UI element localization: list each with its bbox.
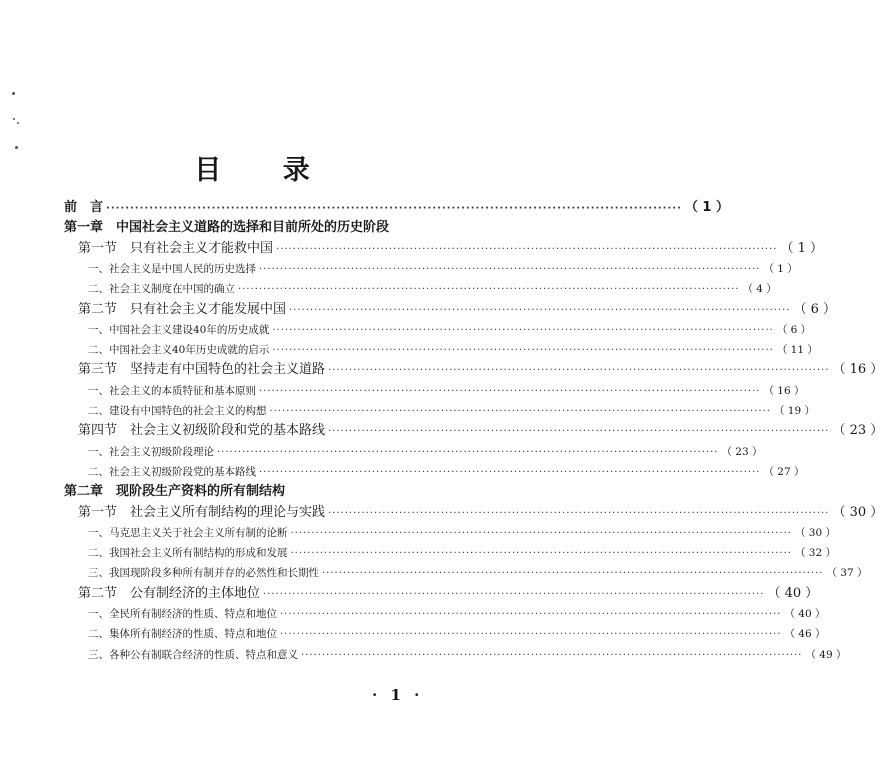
- toc-section: [78, 360, 883, 380]
- toc-label: 二、社会主义制度在中国的确立: [88, 283, 235, 296]
- toc-label: 一、中国社会主义建设40年的历史成就: [88, 323, 270, 336]
- toc-label: 三、我国现阶段多种所有制并存的必然性和长期性: [88, 567, 319, 580]
- toc-page-number: （ 46 ）: [784, 628, 826, 641]
- toc-subsection: [88, 320, 812, 340]
- toc-chapter: [64, 198, 729, 218]
- toc-label: 第二章 现阶段生产资料的所有制结构: [64, 484, 286, 500]
- toc-page-number: （ 6 ）: [793, 301, 837, 317]
- toc-label: 前 言: [64, 200, 104, 215]
- toc-page-number: （ 1 ）: [780, 240, 824, 256]
- toc-page-number: （ 49 ）: [805, 648, 847, 661]
- toc-page-number: （ 16 ）: [832, 362, 883, 378]
- toc-page-number: （ 30 ）: [832, 504, 883, 520]
- toc-subsection: [88, 645, 847, 665]
- toc-section: [78, 300, 837, 320]
- toc-section: [78, 421, 883, 441]
- toc-section: [78, 239, 824, 259]
- toc-subsection: [88, 563, 868, 583]
- toc-subsection: [88, 604, 826, 624]
- dot-leader: ························································································································: [280, 609, 782, 620]
- toc-chapter: [64, 218, 432, 238]
- dot-leader: ························································································································: [259, 263, 761, 275]
- page-number: · 1 ·: [372, 686, 424, 704]
- toc-page-number: （ 23 ）: [832, 423, 883, 439]
- dot-leader: ························································································································: [328, 426, 830, 438]
- toc-label: 二、我国社会主义所有制结构的形成和发展: [88, 547, 288, 560]
- dot-leader: ························································································································: [217, 446, 719, 458]
- toc-label: 第四节 社会主义初级阶段和党的基本路线: [78, 423, 326, 439]
- toc-label: 一、全民所有制经济的性质、特点和地位: [88, 608, 277, 620]
- toc-label: 二、集体所有制经济的性质、特点和地位: [88, 628, 277, 641]
- dot-leader: ························································································································: [272, 324, 774, 336]
- scan-speck: [17, 122, 19, 124]
- dot-leader: ························································································································: [263, 588, 765, 600]
- toc-page-number: （ 1 ）: [684, 200, 729, 215]
- scan-speck: [13, 118, 15, 120]
- dot-leader: ························································································································: [238, 284, 740, 296]
- dot-leader: ························································································································: [272, 345, 774, 357]
- toc-subsection: [88, 279, 777, 299]
- toc-label: 二、社会主义初级阶段党的基本路线: [88, 465, 256, 478]
- toc-label: 一、社会主义的本质特征和基本原则: [88, 384, 256, 397]
- toc-label: 第二节 公有制经济的主体地位: [78, 585, 261, 601]
- toc-label: 一、社会主义初级阶段理论: [88, 445, 214, 458]
- dot-leader: ························································································································: [259, 385, 761, 397]
- toc-label: 二、建设有中国特色的社会主义的构想: [88, 405, 267, 417]
- toc-subsection: [88, 259, 798, 279]
- dot-leader: ························································································································: [328, 365, 830, 377]
- toc-subsection: [88, 523, 836, 543]
- toc-page-number: （ 11 ）: [776, 344, 818, 357]
- toc-subsection: [88, 340, 818, 360]
- toc-section: [78, 584, 819, 604]
- dot-leader: ························································································································: [259, 466, 761, 478]
- toc-label: 第一节 社会主义所有制结构的理论与实践: [78, 504, 326, 520]
- dot-leader: ························································································································: [276, 243, 778, 255]
- toc-page-number: （ 23 ）: [721, 445, 763, 458]
- toc-subsection: [88, 401, 815, 421]
- dot-leader: ························································································································: [280, 629, 782, 641]
- dot-leader: ························································································································: [328, 507, 830, 519]
- dot-leader: ························································································································: [301, 649, 803, 661]
- toc-subsection: [88, 624, 826, 644]
- toc-subsection: [88, 543, 836, 563]
- dot-leader: ························································································································: [106, 203, 682, 214]
- toc-page-number: （ 1 ）: [763, 262, 798, 275]
- toc-page-number: （ 4 ）: [742, 283, 777, 296]
- toc-label: 第三节 坚持走有中国特色的社会主义道路: [78, 362, 326, 378]
- toc-page-number: （ 6 ）: [776, 323, 812, 336]
- toc-page-number: （ 40 ）: [784, 608, 826, 620]
- toc-label: 第一节 只有社会主义才能救中国: [78, 240, 274, 256]
- page-title: 目 录: [194, 155, 336, 186]
- toc-subsection: [88, 442, 763, 462]
- dot-leader: ························································································································: [322, 568, 824, 580]
- toc-page-number: （ 16 ）: [763, 384, 805, 397]
- dot-leader: ························································································································: [290, 527, 792, 539]
- toc-label: 三、各种公有制联合经济的性质、特点和意义: [88, 648, 298, 661]
- toc-page-number: （ 40 ）: [767, 585, 819, 601]
- dot-leader: ························································································································: [289, 304, 791, 316]
- dot-leader: ························································································································: [269, 406, 771, 417]
- toc-label: 第一章 中国社会主义道路的选择和目前所处的历史阶段: [64, 220, 390, 236]
- toc-page-number: （ 30 ）: [794, 526, 836, 539]
- toc-section: [78, 503, 883, 523]
- toc-page-number: （ 37 ）: [826, 567, 868, 580]
- toc-subsection: [88, 462, 805, 482]
- toc-label: 一、马克思主义关于社会主义所有制的论断: [88, 526, 288, 539]
- toc-label: 第二节 只有社会主义才能发展中国: [78, 301, 287, 317]
- toc-subsection: [88, 381, 805, 401]
- toc-page-number: （ 27 ）: [763, 465, 805, 478]
- toc-page-number: （ 32 ）: [794, 547, 836, 560]
- dot-leader: ························································································································: [290, 548, 792, 560]
- toc-label: 二、中国社会主义40年历史成就的启示: [88, 344, 270, 357]
- toc-label: 一、社会主义是中国人民的历史选择: [88, 262, 256, 275]
- toc-chapter: [64, 482, 432, 502]
- scan-speck: [12, 92, 15, 95]
- toc-page-number: （ 19 ）: [773, 405, 815, 417]
